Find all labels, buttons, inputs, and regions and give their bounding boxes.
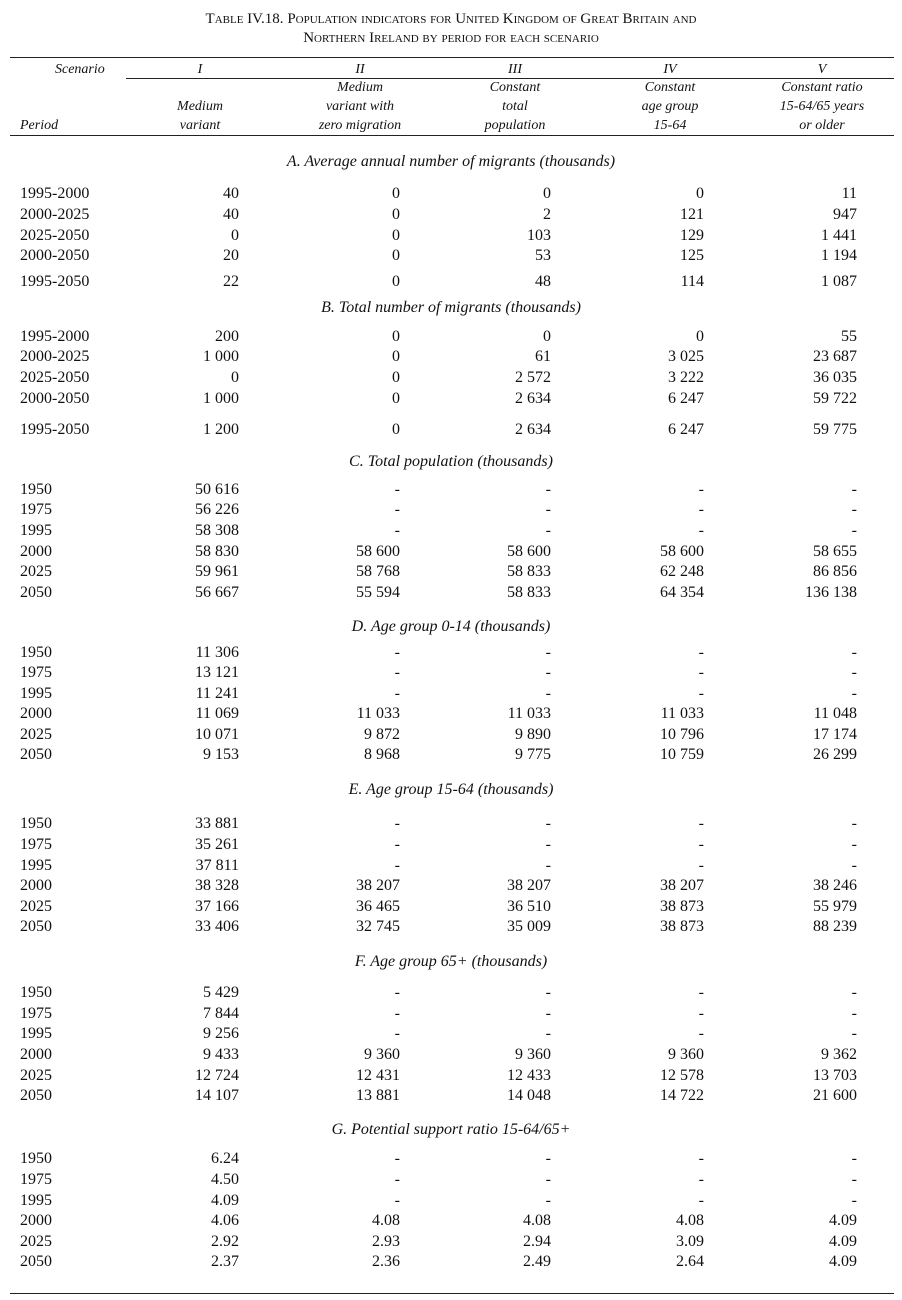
cell-col-4: - [698, 481, 704, 498]
row-period: 2000 [20, 543, 52, 560]
cell-col-5: - [851, 857, 857, 874]
cell-col-1: 58 830 [195, 543, 239, 560]
row-period: 2000 [20, 705, 52, 722]
cell-col-4: 38 207 [660, 877, 704, 894]
cell-col-1: 37 166 [195, 898, 239, 915]
col-1-roman: I [197, 62, 203, 77]
col-1-header: Medium variant [177, 99, 223, 133]
cell-col-5: 21 600 [813, 1087, 857, 1104]
cell-col-3: 2 [543, 206, 551, 223]
cell-col-1: 2.37 [211, 1253, 239, 1270]
cell-col-5: - [851, 984, 857, 1001]
cell-col-2: 11 033 [356, 705, 400, 722]
cell-col-3: 36 510 [507, 898, 551, 915]
cell-col-3: 53 [535, 247, 551, 264]
cell-col-3: - [545, 481, 551, 498]
col-3-roman: III [508, 62, 522, 77]
cell-col-2: - [394, 1005, 400, 1022]
cell-col-4: - [698, 1150, 704, 1167]
cell-col-1: 22 [223, 273, 239, 290]
section-title: C. Total population (thousands) [349, 453, 553, 470]
cell-col-4: - [698, 857, 704, 874]
cell-col-2: - [394, 664, 400, 681]
cell-col-2: 55 594 [356, 584, 400, 601]
cell-col-4: 0 [696, 328, 704, 345]
row-period: 1975 [20, 1005, 52, 1022]
row-period: 1995 [20, 1025, 52, 1042]
cell-col-5: - [851, 522, 857, 539]
cell-col-5: 4.09 [829, 1233, 857, 1250]
table-title-line-2: Northern Ireland by period for each scenario [303, 30, 599, 46]
row-period: 1975 [20, 664, 52, 681]
col-5-roman: V [817, 62, 827, 77]
cell-col-1: 40 [223, 185, 239, 202]
cell-col-1: 33 406 [195, 918, 239, 935]
cell-col-3: - [545, 644, 551, 661]
cell-col-5: - [851, 836, 857, 853]
cell-col-1: 4.09 [211, 1192, 239, 1209]
row-period: 2050 [20, 1087, 52, 1104]
cell-col-4: 114 [680, 273, 704, 290]
row-period: 2000-2050 [20, 247, 90, 264]
cell-col-1: 40 [223, 206, 239, 223]
cell-col-1: 11 241 [195, 685, 239, 702]
cell-col-2: - [394, 685, 400, 702]
row-period: 2025-2050 [20, 369, 90, 386]
row-period: 1975 [20, 501, 52, 518]
cell-col-5: 58 655 [813, 543, 857, 560]
cell-col-3: 38 207 [507, 877, 551, 894]
cell-col-3: - [545, 984, 551, 1001]
cell-col-3: - [545, 1192, 551, 1209]
cell-col-3: - [545, 815, 551, 832]
cell-col-2: - [394, 644, 400, 661]
cell-col-5: 4.09 [829, 1253, 857, 1270]
cell-col-3: - [545, 1005, 551, 1022]
cell-col-1: 11 069 [195, 705, 239, 722]
row-period: 2025-2050 [20, 227, 90, 244]
cell-col-1: 6.24 [211, 1150, 239, 1167]
cell-col-4: 3 222 [668, 369, 704, 386]
row-period: 2025 [20, 898, 52, 915]
row-period: 2000 [20, 877, 52, 894]
section-title: E. Age group 15-64 (thousands) [348, 781, 554, 798]
cell-col-2: - [394, 857, 400, 874]
cell-col-5: - [851, 1192, 857, 1209]
cell-col-3: - [545, 857, 551, 874]
cell-col-2: 8 968 [364, 746, 400, 763]
cell-col-1: 1 200 [203, 421, 239, 438]
cell-col-5: - [851, 815, 857, 832]
section-title: G. Potential support ratio 15-64/65+ [331, 1121, 571, 1138]
cell-col-4: - [698, 1171, 704, 1188]
cell-col-1: 37 811 [195, 857, 239, 874]
cell-col-3: 9 890 [515, 726, 551, 743]
cell-col-4: 10 796 [660, 726, 704, 743]
cell-col-5: - [851, 1025, 857, 1042]
cell-col-2: 0 [392, 227, 400, 244]
row-period: 2025 [20, 563, 52, 580]
cell-col-2: 0 [392, 421, 400, 438]
cell-col-1: 59 961 [195, 563, 239, 580]
row-period: 1995 [20, 857, 52, 874]
cell-col-4: 125 [680, 247, 704, 264]
row-period: 2025 [20, 1067, 52, 1084]
cell-col-1: 35 261 [195, 836, 239, 853]
cell-col-3: 35 009 [507, 918, 551, 935]
cell-col-1: 9 256 [203, 1025, 239, 1042]
row-period: 1950 [20, 815, 52, 832]
cell-col-5: 4.09 [829, 1212, 857, 1229]
cell-col-3: 2.94 [523, 1233, 551, 1250]
section-title: F. Age group 65+ (thousands) [354, 953, 548, 970]
cell-col-4: 14 722 [660, 1087, 704, 1104]
cell-col-2: - [394, 481, 400, 498]
cell-col-4: 3 025 [668, 348, 704, 365]
cell-col-2: 2.36 [372, 1253, 400, 1270]
cell-col-4: 10 759 [660, 746, 704, 763]
cell-col-3: 0 [543, 328, 551, 345]
cell-col-4: - [698, 815, 704, 832]
section-title: A. Average annual number of migrants (thousands) [286, 153, 616, 170]
cell-col-4: 129 [680, 227, 704, 244]
cell-col-5: 136 138 [805, 584, 857, 601]
cell-col-1: 50 616 [195, 481, 239, 498]
cell-col-2: - [394, 1025, 400, 1042]
cell-col-2: 4.08 [372, 1212, 400, 1229]
top-rule [10, 57, 894, 58]
cell-col-2: - [394, 984, 400, 1001]
cell-col-2: - [394, 815, 400, 832]
cell-col-1: 38 328 [195, 877, 239, 894]
row-period: 2025 [20, 726, 52, 743]
cell-col-2: 0 [392, 206, 400, 223]
cell-col-2: 58 600 [356, 543, 400, 560]
cell-col-1: 1 000 [203, 390, 239, 407]
row-period: 1975 [20, 1171, 52, 1188]
row-period: 2000 [20, 1046, 52, 1063]
cell-col-1: 9 153 [203, 746, 239, 763]
cell-col-2: 32 745 [356, 918, 400, 935]
cell-col-2: 9 872 [364, 726, 400, 743]
cell-col-2: - [394, 1192, 400, 1209]
cell-col-3: 4.08 [523, 1212, 551, 1229]
cell-col-5: 947 [833, 206, 857, 223]
row-period: 2050 [20, 1253, 52, 1270]
cell-col-1: 200 [215, 328, 239, 345]
cell-col-2: 38 207 [356, 877, 400, 894]
cell-col-4: 6 247 [668, 390, 704, 407]
cell-col-4: - [698, 522, 704, 539]
cell-col-5: 23 687 [813, 348, 857, 365]
cell-col-1: 1 000 [203, 348, 239, 365]
cell-col-4: - [698, 644, 704, 661]
cell-col-1: 14 107 [195, 1087, 239, 1104]
cell-col-2: - [394, 501, 400, 518]
cell-col-3: 48 [535, 273, 551, 290]
cell-col-1: 10 071 [195, 726, 239, 743]
cell-col-3: - [545, 836, 551, 853]
cell-col-5: 1 087 [821, 273, 857, 290]
cell-col-1: 58 308 [195, 522, 239, 539]
bottom-rule [10, 1293, 894, 1294]
cell-col-3: 9 360 [515, 1046, 551, 1063]
cell-col-1: 7 844 [203, 1005, 239, 1022]
cell-col-4: - [698, 1025, 704, 1042]
row-period: 1995-2050 [20, 273, 90, 290]
col-4-header: Constant age group 15-64 [641, 80, 699, 133]
cell-col-5: - [851, 1171, 857, 1188]
cell-col-5: 55 [841, 328, 857, 345]
cell-col-5: 55 979 [813, 898, 857, 915]
cell-col-3: 2.49 [523, 1253, 551, 1270]
cell-col-3: 58 600 [507, 543, 551, 560]
cell-col-1: 56 226 [195, 501, 239, 518]
cell-col-2: 0 [392, 348, 400, 365]
cell-col-4: - [698, 1192, 704, 1209]
cell-col-5: 11 [841, 185, 857, 202]
cell-col-5: 38 246 [813, 877, 857, 894]
cell-col-3: 58 833 [507, 563, 551, 580]
row-period: 1950 [20, 644, 52, 661]
table-number: Table IV.18. [205, 11, 288, 27]
cell-col-2: - [394, 1150, 400, 1167]
cell-col-3: - [545, 1171, 551, 1188]
cell-col-2: 0 [392, 273, 400, 290]
row-period: 1995-2000 [20, 185, 90, 202]
cell-col-3: - [545, 501, 551, 518]
row-period: 1995-2000 [20, 328, 90, 345]
cell-col-3: 12 433 [507, 1067, 551, 1084]
cell-col-3: 2 634 [515, 421, 551, 438]
cell-col-2: 9 360 [364, 1046, 400, 1063]
cell-col-3: 9 775 [515, 746, 551, 763]
cell-col-2: 58 768 [356, 563, 400, 580]
row-period: 1995 [20, 522, 52, 539]
section-title: B. Total number of migrants (thousands) [321, 299, 581, 316]
cell-col-2: - [394, 1171, 400, 1188]
cell-col-2: 0 [392, 247, 400, 264]
cell-col-4: - [698, 836, 704, 853]
cell-col-5: - [851, 644, 857, 661]
cell-col-2: 13 881 [356, 1087, 400, 1104]
cell-col-5: 26 299 [813, 746, 857, 763]
cell-col-4: 9 360 [668, 1046, 704, 1063]
cell-col-3: - [545, 664, 551, 681]
row-period: 1950 [20, 481, 52, 498]
cell-col-3: 2 634 [515, 390, 551, 407]
cell-col-4: - [698, 984, 704, 1001]
cell-col-2: 0 [392, 369, 400, 386]
cell-col-3: 14 048 [507, 1087, 551, 1104]
cell-col-2: 12 431 [356, 1067, 400, 1084]
cell-col-3: 61 [535, 348, 551, 365]
cell-col-5: 1 441 [821, 227, 857, 244]
row-period: 2000-2025 [20, 206, 90, 223]
cell-col-2: 0 [392, 390, 400, 407]
cell-col-5: - [851, 664, 857, 681]
cell-col-3: - [545, 1150, 551, 1167]
cell-col-2: - [394, 522, 400, 539]
cell-col-4: 2.64 [676, 1253, 704, 1270]
cell-col-4: - [698, 685, 704, 702]
cell-col-2: 0 [392, 328, 400, 345]
row-period: 1995 [20, 1192, 52, 1209]
cell-col-4: 58 600 [660, 543, 704, 560]
cell-col-2: - [394, 836, 400, 853]
col-2-header: Medium variant with zero migration [318, 80, 402, 133]
cell-col-5: 9 362 [821, 1046, 857, 1063]
cell-col-3: - [545, 685, 551, 702]
cell-col-5: - [851, 501, 857, 518]
table-title-line-1 [0, 10, 902, 29]
cell-col-4: 64 354 [660, 584, 704, 601]
cell-col-4: 62 248 [660, 563, 704, 580]
cell-col-3: - [545, 522, 551, 539]
cell-col-1: 4.06 [211, 1212, 239, 1229]
cell-col-1: 2.92 [211, 1233, 239, 1250]
cell-col-5: 1 194 [821, 247, 857, 264]
cell-col-4: - [698, 664, 704, 681]
row-period: 2050 [20, 918, 52, 935]
cell-col-4: 121 [680, 206, 704, 223]
cell-col-1: 56 667 [195, 584, 239, 601]
row-period: 1975 [20, 836, 52, 853]
period-label: Period [20, 118, 59, 133]
cell-col-4: 11 033 [660, 705, 704, 722]
cell-col-3: 103 [527, 227, 551, 244]
scenario-label: Scenario [55, 62, 105, 77]
row-period: 1950 [20, 1150, 52, 1167]
cell-col-4: - [698, 1005, 704, 1022]
cell-col-1: 33 881 [195, 815, 239, 832]
cell-col-4: 4.08 [676, 1212, 704, 1229]
cell-col-5: 88 239 [813, 918, 857, 935]
cell-col-5: - [851, 481, 857, 498]
col-5-header: Constant ratio 15-64/65 years or older [779, 80, 865, 133]
row-period: 2050 [20, 584, 52, 601]
cell-col-1: 12 724 [195, 1067, 239, 1084]
cell-col-4: 3.09 [676, 1233, 704, 1250]
cell-col-4: 0 [696, 185, 704, 202]
cell-col-2: 2.93 [372, 1233, 400, 1250]
row-period: 1995-2050 [20, 421, 90, 438]
row-period: 1995 [20, 685, 52, 702]
cell-col-4: - [698, 501, 704, 518]
col-4-roman: IV [663, 62, 677, 77]
row-period: 1950 [20, 984, 52, 1001]
cell-col-3: 0 [543, 185, 551, 202]
cell-col-3: - [545, 1025, 551, 1042]
cell-col-4: 12 578 [660, 1067, 704, 1084]
cell-col-1: 9 433 [203, 1046, 239, 1063]
cell-col-5: 86 856 [813, 563, 857, 580]
cell-col-4: 38 873 [660, 898, 704, 915]
cell-col-1: 5 429 [203, 984, 239, 1001]
col-3-header: Constant total population [484, 80, 546, 133]
cell-col-1: 11 306 [195, 644, 239, 661]
cell-col-5: - [851, 1005, 857, 1022]
row-period: 2025 [20, 1233, 52, 1250]
row-period: 2050 [20, 746, 52, 763]
cell-col-4: 38 873 [660, 918, 704, 935]
cell-col-3: 11 033 [507, 705, 551, 722]
row-period: 2000-2050 [20, 390, 90, 407]
cell-col-3: 58 833 [507, 584, 551, 601]
cell-col-2: 36 465 [356, 898, 400, 915]
col-2-roman: II [355, 62, 365, 77]
cell-col-4: 6 247 [668, 421, 704, 438]
cell-col-2: 0 [392, 185, 400, 202]
cell-col-1: 0 [231, 369, 239, 386]
row-period: 2000-2025 [20, 348, 90, 365]
cell-col-5: 59 775 [813, 421, 857, 438]
cell-col-5: 13 703 [813, 1067, 857, 1084]
cell-col-5: - [851, 1150, 857, 1167]
table-title-text: Population indicators for United Kingdom of Great Britain and [287, 11, 697, 27]
row-period: 2000 [20, 1212, 52, 1229]
cell-col-5: 59 722 [813, 390, 857, 407]
cell-col-1: 20 [223, 247, 239, 264]
cell-col-5: 36 035 [813, 369, 857, 386]
section-title: D. Age group 0-14 (thousands) [351, 618, 551, 635]
cell-col-1: 0 [231, 227, 239, 244]
cell-col-5: 17 174 [813, 726, 857, 743]
cell-col-5: - [851, 685, 857, 702]
cell-col-1: 4.50 [211, 1171, 239, 1188]
cell-col-3: 2 572 [515, 369, 551, 386]
header-bottom-rule [10, 135, 894, 136]
cell-col-5: 11 048 [813, 705, 857, 722]
cell-col-1: 13 121 [195, 664, 239, 681]
